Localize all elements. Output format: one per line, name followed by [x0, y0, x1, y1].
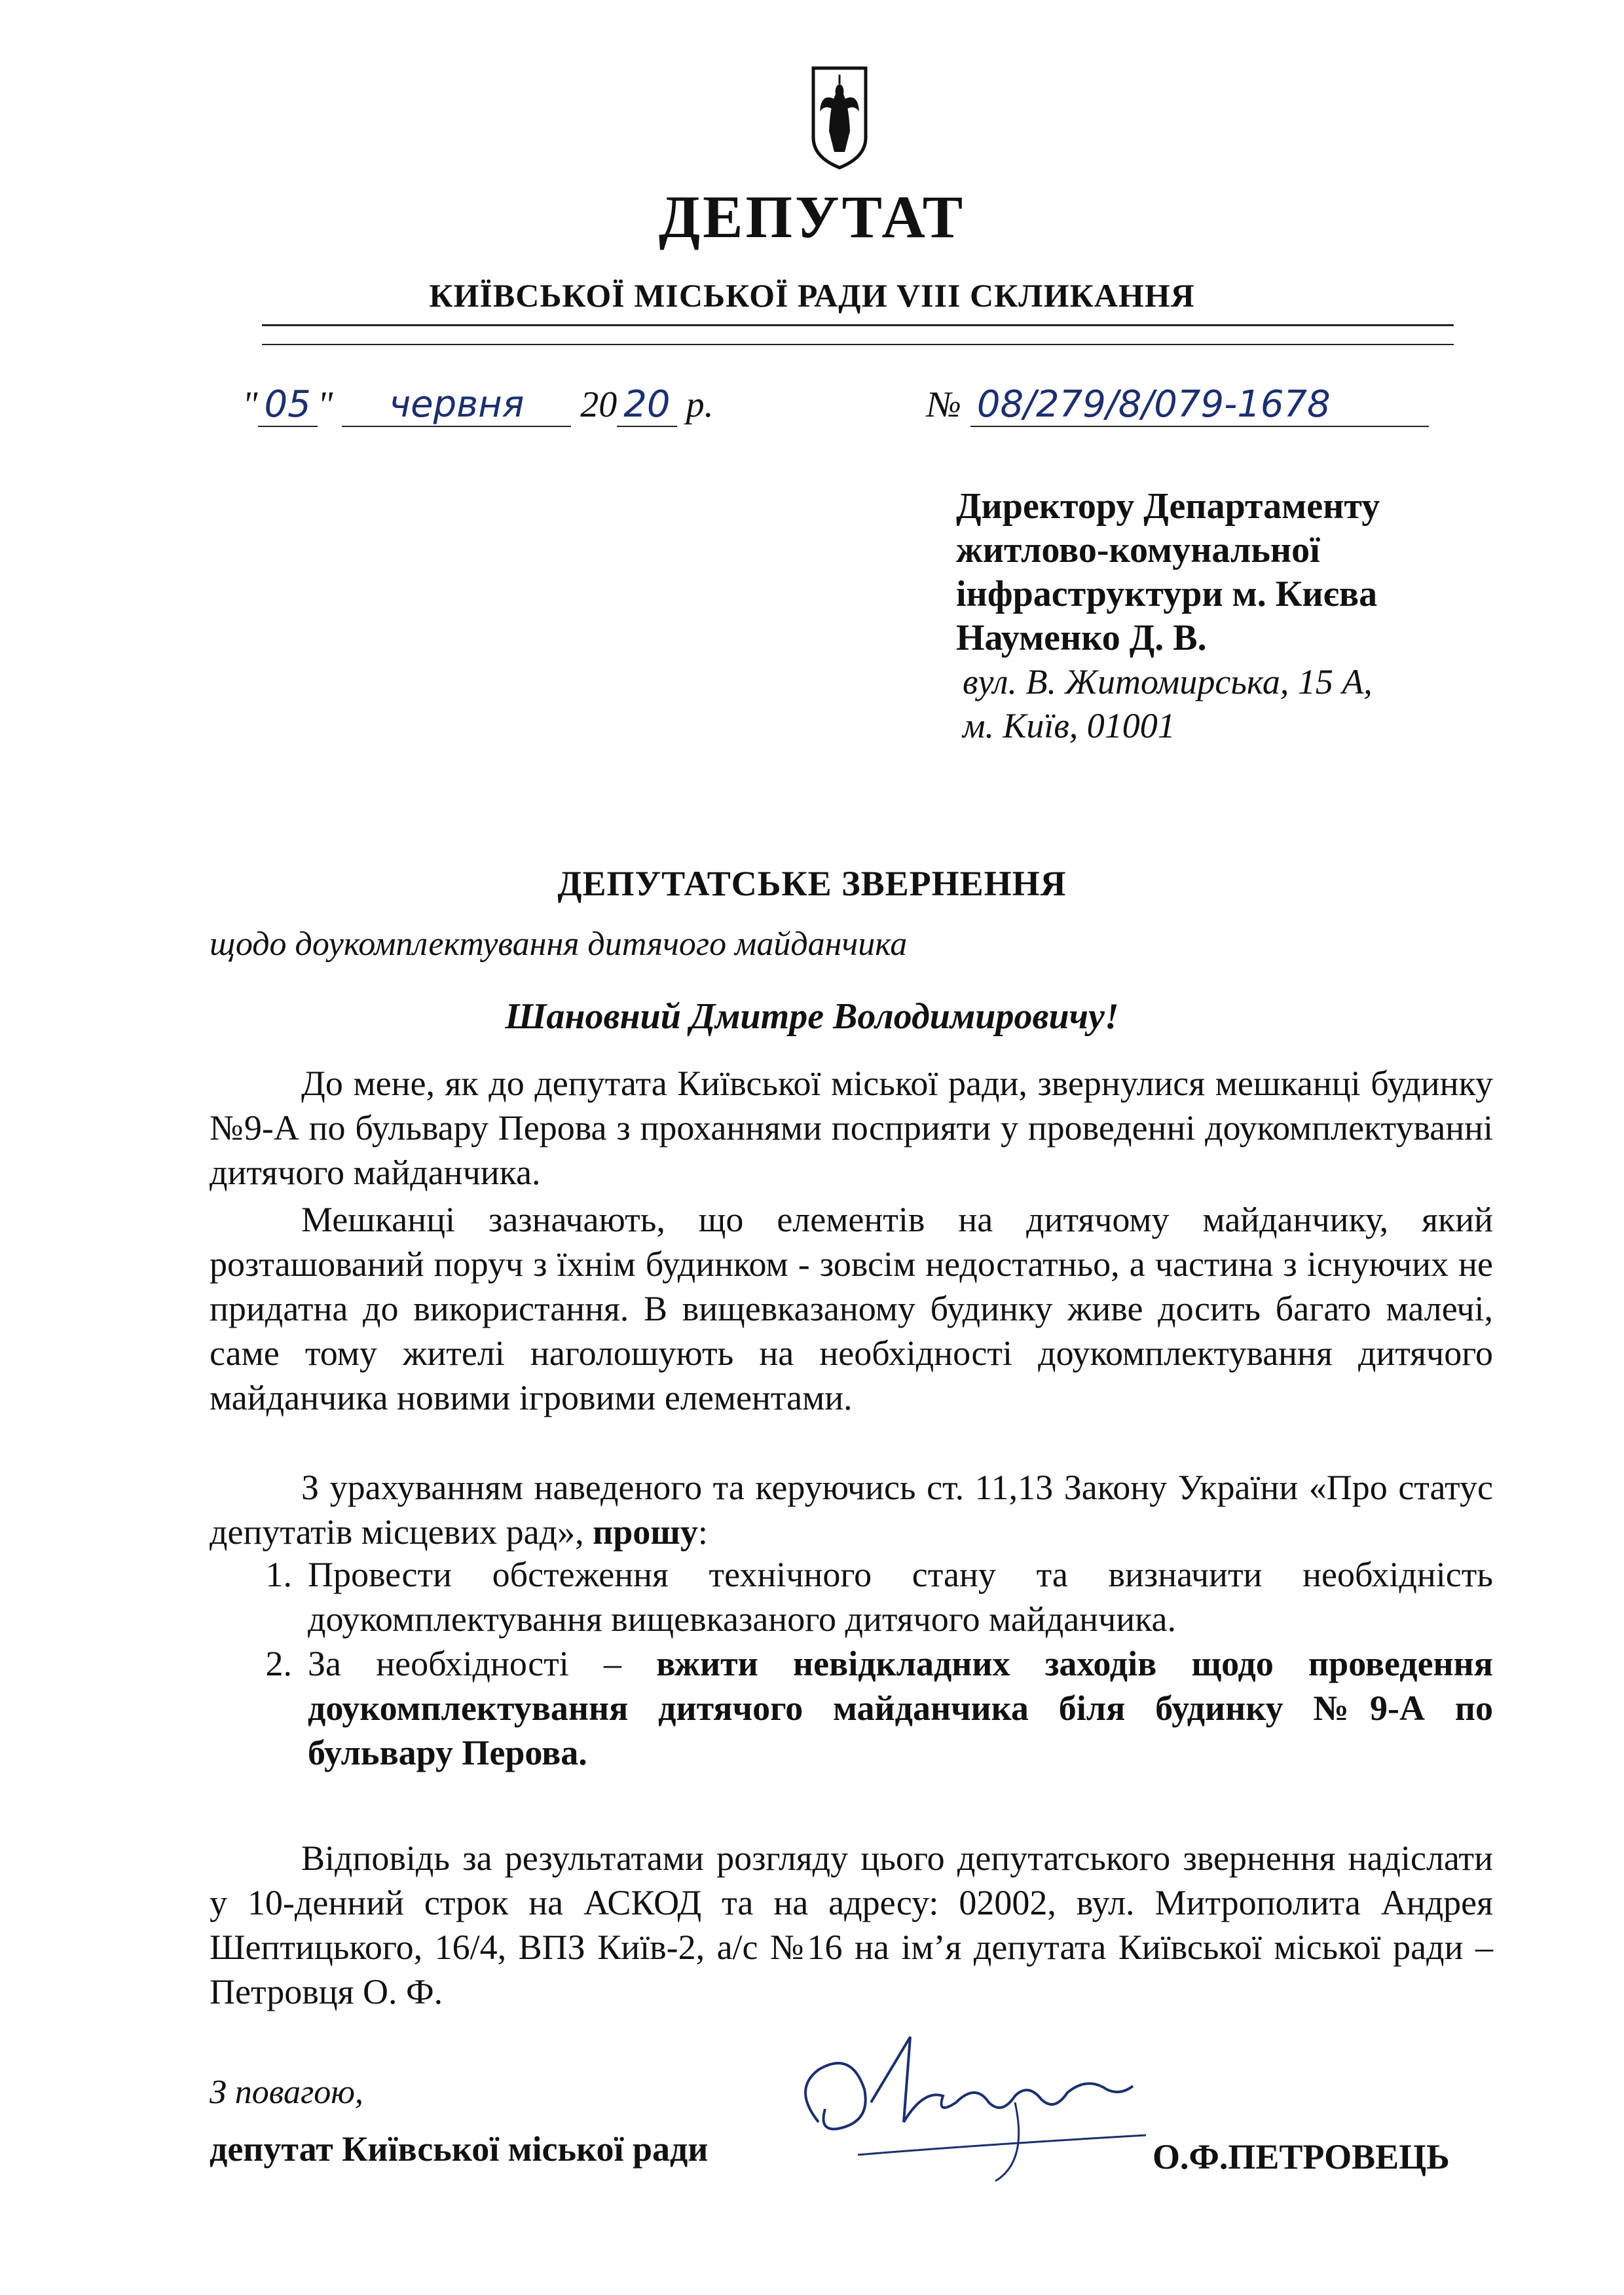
kyiv-crest-icon	[811, 65, 868, 170]
signer-position: депутат Київської міської ради	[210, 2129, 709, 2169]
addressee-line: Директору Департаменту	[956, 486, 1380, 527]
addressee-line: житлово-комунальної	[956, 530, 1320, 570]
reference-number-line	[927, 383, 1429, 427]
list-item-number: 2.	[265, 1644, 292, 1683]
list-item-number: 1.	[265, 1555, 292, 1594]
request-list	[210, 1552, 1493, 1775]
paragraph-1: До мене, як до депутата Київської міської ради, звернулися мешканці будинку №9-А по бульвару Перова з проханнями посприяти у проведенні доукомплектуванні дитячого майданчика.	[210, 1064, 1493, 1192]
reference-number: 08/279/8/079-1678	[970, 383, 1429, 427]
signer-name: О.Ф.ПЕТРОВЕЦЬ	[1153, 2137, 1450, 2176]
header-rule-bottom	[262, 344, 1454, 345]
paragraph-2: Мешканці зазначають, що елементів на дитячому майданчику, який розташований поруч з їхнім будинком - зовсім недостатньо, а частина з існуючих не придатна до використання. В вищевказаному будинку живе досить багато малечі, саме тому жителі наголошують на необхідності доукомплектування дитячого майданчика новими ігровими елементами.	[210, 1200, 1493, 1417]
number-label: №	[927, 384, 961, 425]
addressee-name: Науменко Д. В.	[956, 618, 1207, 658]
list-item	[210, 1641, 1493, 1775]
paragraph-3	[210, 1465, 1493, 1554]
date-year-suffix: 20	[617, 383, 676, 427]
paragraph-4: Відповідь за результатами розгляду цього депутатського звернення надіслати у 10-денний строк на АСКОД та на адресу: 02002, вул. Митрополита Андрея Шептицького, 16/4, ВПЗ Київ-2, а/с №16 на ім’я депутата Київської міської ради – Петровця О. Ф.	[210, 1838, 1493, 2011]
list-item-text	[308, 1641, 1493, 1775]
list-item-2-bold: вжити невідкладних заходів щодо проведення доукомплектування дитячого майданчика біля будинку №9-А по бульвару Перова.	[308, 1644, 1493, 1772]
list-item-text: Провести обстеження технічного стану та визначити необхідність доукомплектування вищевказаного дитячого майданчика.	[308, 1555, 1493, 1639]
date-suffix: р.	[686, 384, 714, 425]
addressee-line: інфраструктури м. Києва	[956, 574, 1378, 614]
addressee-city: м. Київ, 01001	[963, 706, 1175, 745]
addressee-block	[956, 485, 1545, 748]
date-month: червня	[342, 383, 571, 427]
signature-icon	[779, 2024, 1159, 2188]
header-rule-top	[262, 324, 1454, 326]
closing: З повагою,	[210, 2074, 363, 2111]
paragraph-3-end: :	[697, 1512, 708, 1552]
date-year-prefix: 20	[580, 384, 618, 425]
request-word: прошу	[593, 1512, 698, 1552]
paragraph-3-text: З урахуванням наведеного та керуючись ст. 11,13 Закону України «Про статус депутатів місцевих рад»,	[210, 1468, 1493, 1552]
header-title: ДЕПУТАТ	[658, 183, 966, 250]
letter-subject: щодо доукомплектування дитячого майданчика	[210, 925, 908, 963]
letter-greeting: Шановний Дмитре Володимировичу!	[505, 996, 1119, 1037]
date-line: " 05 " червня 20 20 р.	[242, 383, 714, 426]
letter-title: ДЕПУТАТСЬКЕ ЗВЕРНЕННЯ	[557, 864, 1067, 903]
header-subtitle: КИЇВСЬКОЇ МІСЬКОЇ РАДИ VIII СКЛИКАННЯ	[429, 277, 1195, 314]
list-item	[210, 1552, 1493, 1641]
date-day: 05	[258, 383, 318, 427]
addressee-street: вул. В. Житомирська, 15 А,	[963, 662, 1373, 701]
list-item-2-start: За необхідності –	[308, 1644, 622, 1683]
